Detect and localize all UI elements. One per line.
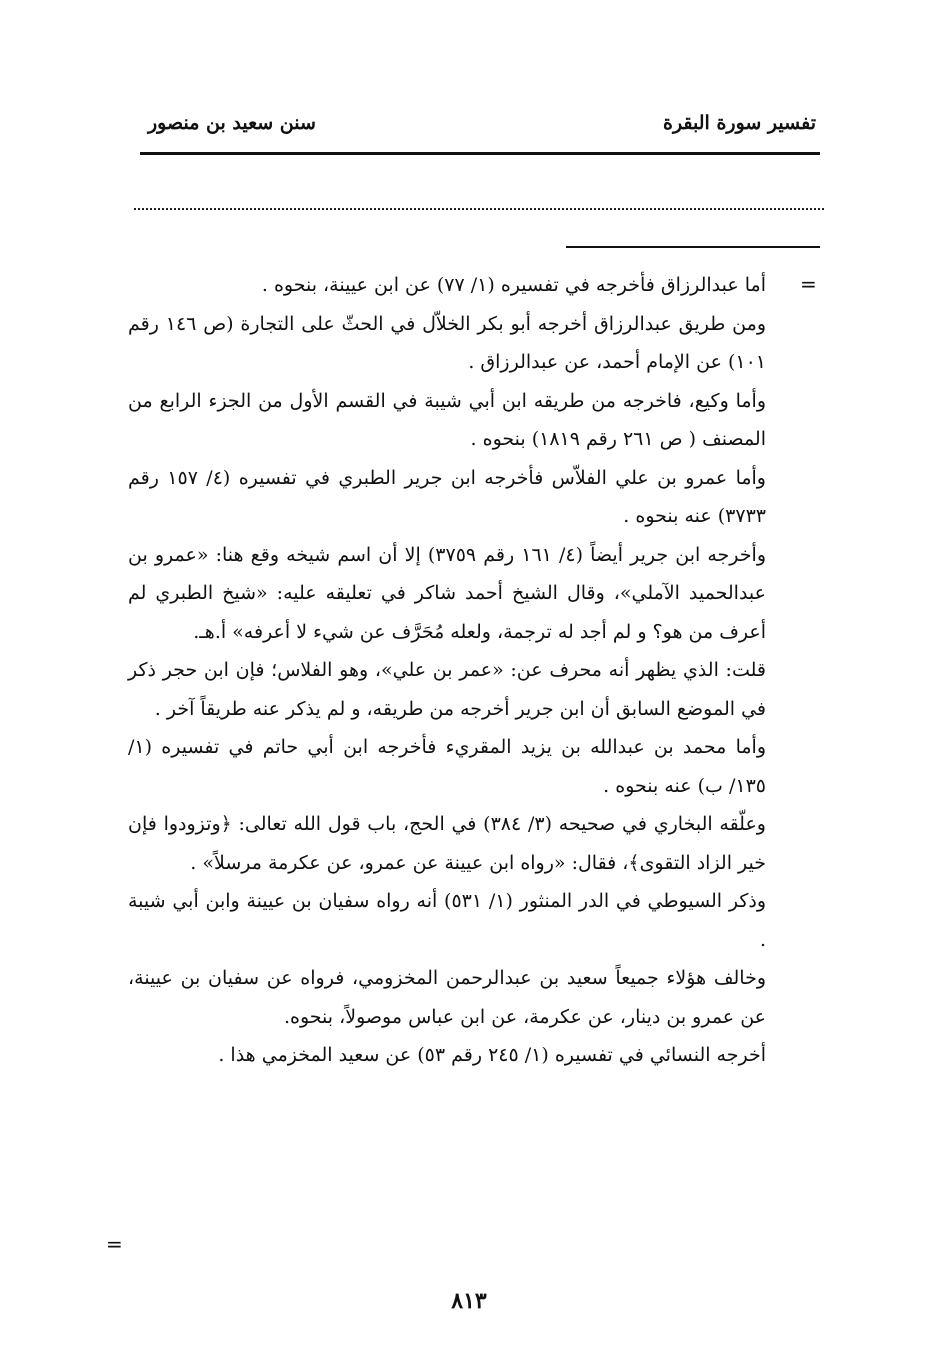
footnote-body [128, 266, 766, 1075]
paragraph: وأما محمد بن عبدالله بن يزيد المقريء فأخرجه ابن أبي حاتم في تفسيره (١/ ١٣٥/ ب) عنه بنحوه . [128, 736, 766, 797]
footnote-divider [566, 246, 820, 248]
paragraph: وأما عمرو بن علي الفلاّس فأخرجه ابن جرير الطبري في تفسيره (٤/ ١٥٧ رقم ٣٧٣٣) عنه بنحوه . [128, 466, 766, 527]
dotted-separator [134, 208, 824, 210]
continuation-mark-end: = [106, 1232, 123, 1256]
paragraph: وذكر السيوطي في الدر المنثور (١/ ٥٣١) أنه رواه سفيان بن عيينة وابن أبي شيبة . [128, 890, 767, 951]
header-divider [140, 152, 820, 155]
running-title-book: سنن سعيد بن منصور [148, 112, 316, 134]
paragraph: أما عبدالرزاق فأخرجه في تفسيره (١/ ٧٧) عن ابن عيينة، بنحوه . [261, 274, 766, 296]
running-title-surah: تفسير سورة البقرة [662, 112, 816, 134]
paragraph: قلت: الذي يظهر أنه محرف عن: «عمر بن علي»، وهو الفلاس؛ فإن ابن حجر ذكر في الموضع السابق أن ابن جرير أخرجه من طريقه، و لم يذكر عنه طريقاً آخر . [128, 659, 766, 720]
paragraph: ومن طريق عبدالرزاق أخرجه أبو بكر الخلاّل في الحثّ على التجارة (ص ١٤٦ رقم ١٠١) عن الإمام أحمد، عن عبدالرزاق . [128, 312, 766, 373]
paragraph: وأما وكيع، فاخرجه من طريقه ابن أبي شيبة في القسم الأول من الجزء الرابع من المصنف ( ص ٢٦١ رقم ١٨١٩) بنحوه . [128, 389, 766, 450]
paragraph: وأخرجه ابن جرير أيضاً (٤/ ١٦١ رقم ٣٧٥٩) إلا أن اسم شيخه وقع هنا: «عمرو بن عبدالحميد الآملي»، وقال الشيخ أحمد شاكر في تعليقه عليه: «شيخ الطبري لم أعرف من هو؟ و لم أجد له ترجمة، ولعله مُحَرَّف عن شيء لا أعرفه» أ.هـ. [128, 543, 766, 643]
page-header [140, 112, 820, 142]
page-number: ٨١٣ [451, 1288, 487, 1314]
paragraph: وعلّقه البخاري في صحيحه (٣/ ٣٨٤) في الحج، باب قول الله تعالى: ﴿وتزودوا فإن خير الزاد التقوى﴾، فقال: «رواه ابن عيينة عن عمرو، عن عكرمة مرسلاً» . [128, 813, 766, 874]
paragraph: وخالف هؤلاء جميعاً سعيد بن عبدالرحمن المخزومي، فرواه عن سفيان بن عيينة، عن عمرو بن دينار، عن عكرمة، عن ابن عباس موصولاً، بنحوه. [128, 967, 766, 1028]
continuation-mark-start: = [800, 272, 817, 296]
paragraph: أخرجه النسائي في تفسيره (١/ ٢٤٥ رقم ٥٣) عن سعيد المخزمي هذا . [218, 1044, 766, 1066]
